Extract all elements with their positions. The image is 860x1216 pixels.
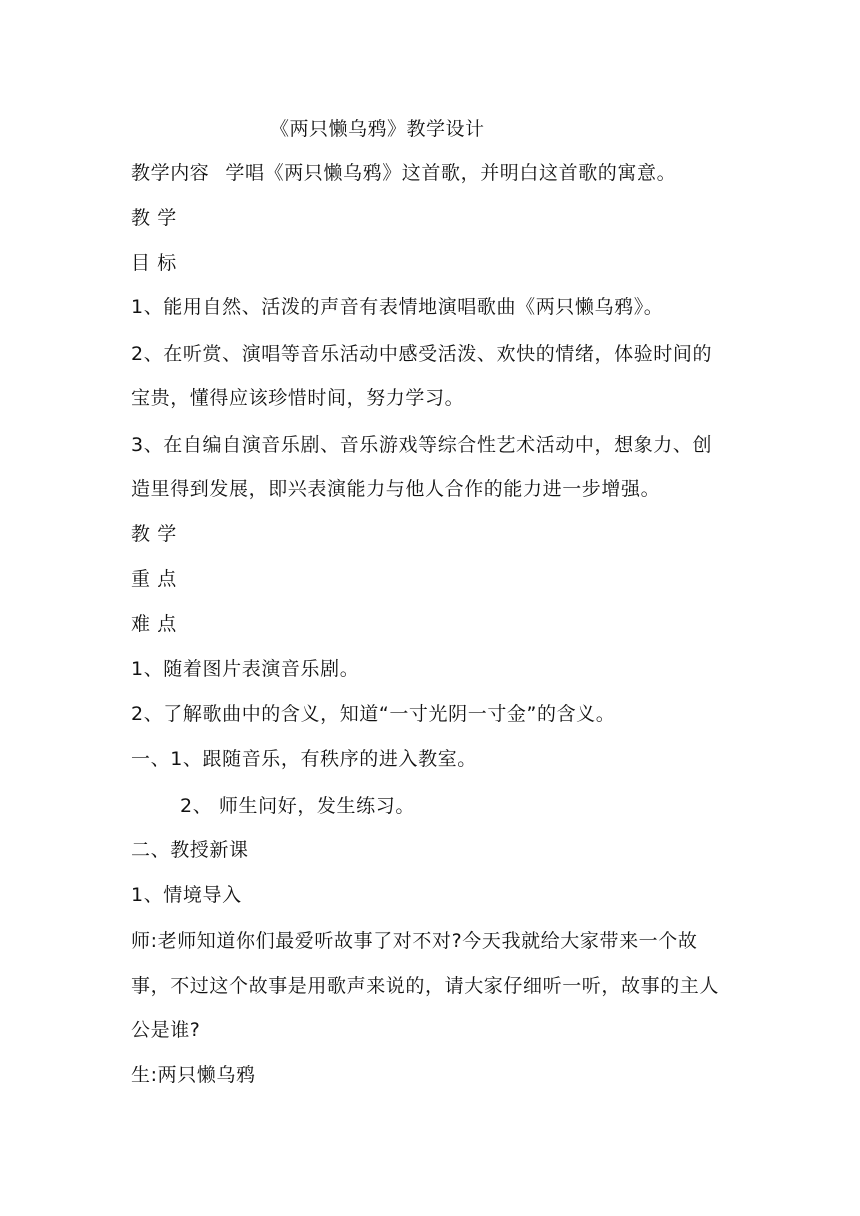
goal-2-line-1: 2、在听赏、演唱等音乐活动中感受活泼、欢快的情绪，体验时间的 xyxy=(131,343,713,365)
goal-2-line-2: 宝贵，懂得应该珍惜时间，努力学习。 xyxy=(131,387,465,409)
step1-item-2: 2、 师生问好，发生练习。 xyxy=(180,795,415,817)
key-point-1: 1、随着图片表演音乐剧。 xyxy=(131,658,360,680)
subsection-1-title: 1、情境导入 xyxy=(131,884,242,906)
step1-item-1: 一、1、跟随音乐，有秩序的进入教室。 xyxy=(131,748,477,770)
key-label-2: 重 点 xyxy=(131,568,177,590)
key-label-1: 教 学 xyxy=(131,523,177,545)
content-row xyxy=(131,161,676,185)
key-point-2: 2、了解歌曲中的含义，知道“一寸光阴一寸金”的含义。 xyxy=(131,703,616,725)
goal-3-line-2: 造里得到发展，即兴表演能力与他人合作的能力进一步增强。 xyxy=(131,478,661,500)
goal-1: 1、能用自然、活泼的声音有表情地演唱歌曲《两只懒乌鸦》。 xyxy=(131,296,664,318)
teacher-line-2: 事，不过这个故事是用歌声来说的，请大家仔细听一听，故事的主人 xyxy=(131,975,720,997)
goal-3-line-1: 3、在自编自演音乐剧、音乐游戏等综合性艺术活动中，想象力、创 xyxy=(131,434,713,456)
goals-label-2: 目 标 xyxy=(131,252,177,274)
teacher-line-3: 公是谁? xyxy=(131,1019,201,1041)
key-label-3: 难 点 xyxy=(131,613,177,635)
content-label: 教学内容 xyxy=(131,162,210,184)
teacher-line-1: 师:老师知道你们最爱听故事了对不对?今天我就给大家带来一个故 xyxy=(131,930,698,952)
student-line: 生:两只懒乌鸦 xyxy=(131,1064,256,1086)
document-title: 《两只懒乌鸦》教学设计 xyxy=(270,118,485,140)
goals-label-1: 教 学 xyxy=(131,207,177,229)
section-2-title: 二、教授新课 xyxy=(131,839,249,861)
content-text: 学唱《两只懒乌鸦》这首歌，并明白这首歌的寓意。 xyxy=(225,162,677,184)
